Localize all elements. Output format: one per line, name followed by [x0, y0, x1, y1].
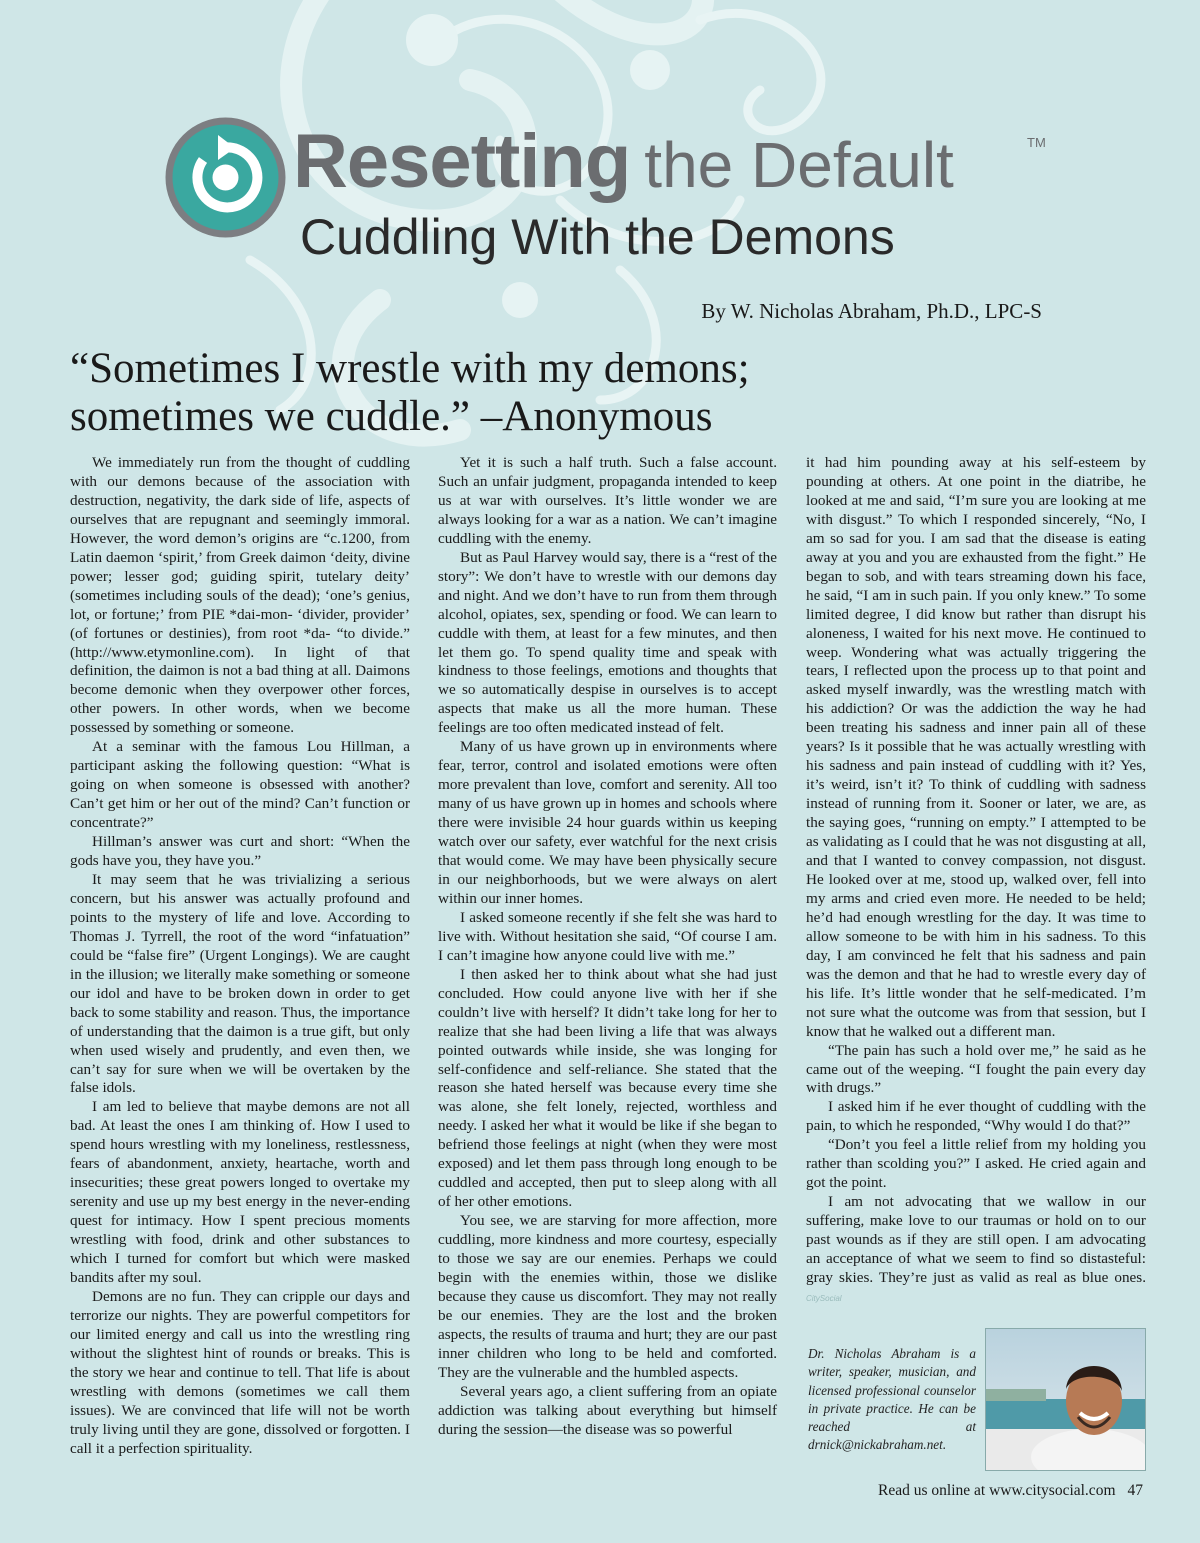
- paragraph: Demons are no fun. They can cripple our days and terrorize our nights. They are powerful competitors for our limited energy and call us into the wrestling ring without the slightest hint of rounds or breaks. This is the story we hear and continue to tell. That life is about wrestling with demons (sometimes we call them issues). We are convinced that life will not be worth truly living until they are gone, dissolved or forgotten. I call it a perfection spirituality.: [70, 1287, 410, 1457]
- brand-title: [293, 118, 954, 204]
- column-3: [806, 454, 1146, 1309]
- reset-logo-icon: [163, 115, 288, 240]
- paragraph: It may seem that he was trivializing a serious concern, but his answer was actually profound and points to the mystery of life and love. According to Thomas J. Tyrrell, the root of the word “infatuation” could be “false fire” (Urgent Longings). We are caught in the illusion; we literally make something or someone our idol and have to be broken down in order to get back to some stability and reason. Thus, the importance of understanding that the daimon is a true gift, but only when used wisely and prudently, and even then, we can’t say for sure when we will be overtaken by the false idols.: [70, 870, 410, 1097]
- paragraph: I asked him if he ever thought of cuddling with the pain, to which he responded, “Why would I do that?”: [806, 1098, 1146, 1135]
- paragraph: I am led to believe that maybe demons are not all bad. At least the ones I am thinking of. How I used to spend hours wrestling with my loneliness, restlessness, fears of abandonment, anxiety, heartache, worth and insecurities; these great powers longed to overtake my serenity and use up my best energy in the never-ending quest for intimacy. How I spent precious moments wrestling with food, drink and other substances to which I turned for comfort but which were masked bandits after my soul.: [70, 1098, 410, 1286]
- page-footer: [878, 1482, 1143, 1500]
- paragraph: At a seminar with the famous Lou Hillman, a participant asking the following question: “What is going on when someone is obsessed with another? Can’t get him or her out of the mind? Can’t function or concentrate?”: [70, 738, 410, 832]
- paragraph: “Don’t you feel a little relief from my holding you rather than scolding you?” I asked. He cried again and got the point.: [806, 1136, 1146, 1192]
- paragraph: Hillman’s answer was curt and short: “When the gods have you, they have you.”: [70, 833, 410, 870]
- column-1: [70, 454, 410, 1459]
- footer-url-text: Read us online at www.citysocial.com: [878, 1482, 1116, 1499]
- pull-quote-line-1: “Sometimes I wrestle with my demons;: [70, 345, 750, 392]
- article-title: Cuddling With the Demons: [300, 209, 895, 265]
- paragraph: it had him pounding away at his self-esteem by pounding at others. At one point in the diatribe, he looked at me and said, “I’m sure you are looking at me with disgust.” To which I responded sincerely, “No, I am so sad for you. I am sad that the disease is eating away at you and you are exhausted from the fight.” He began to sob, and with tears streaming down his face, he said, “I am in such pain. If you only knew.” To some limited degree, I did know but rather than disrupt his aloneness, I waited for his next move. He continued to weep. Wondering what was actually triggering the tears, I reflected upon the process up to that point and asked myself inwardly, was the wrestling match with his addiction? Or was the addiction the way he had been treating his sadness and inner pain all of these years? Is it possible that he was actually wrestling with his sadness and pain instead of cuddling with it? Yes, it’s weird, isn’t it? To think of cuddling with sadness instead of running from it. Sooner or later, we are, as the saying goes, “running on empty.” I attempted to be as validating as I could that he was not disgusting at all, and that I wanted to convey compassion, not disgust. He looked over at me, stood up, walked over, fell into my arms and cried even more. He needed to be held; he’d had enough wrestling for the day. It was time to allow someone to be with him in his sadness. To this day, I am convinced he felt that his sadness and pain was the demon and that he had to wrestle every day of his life. It’s little wonder that he self-medicated. I’m not sure what the outcome was from that session, but I know that he walked out a different man.: [806, 454, 1146, 1040]
- paragraph: Many of us have grown up in environments where fear, terror, control and isolated emotions were often more prevalent than love, comfort and serenity. All too many of us have grown up in homes and schools where there were invisible 24 hour guards within us keeping watch over our safety, ever watchful for the next crisis that would come. We may have been physically secure in our neighborhoods, but we were always on alert within our inner homes.: [438, 738, 777, 907]
- trademark-mark: TM: [1027, 135, 1046, 150]
- paragraph: I asked someone recently if she felt she was hard to live with. Without hesitation she said, “Of course I am. I can’t imagine how anyone could live with me.”: [438, 908, 777, 964]
- paragraph: [806, 1193, 1146, 1309]
- pull-quote-line-2: sometimes we cuddle.” –Anonymous: [70, 393, 713, 440]
- paragraph: “The pain has such a hold over me,” he said as he came out of the weeping. “I fought the pain every day with drugs.”: [806, 1041, 1146, 1097]
- paragraph: Several years ago, a client suffering from an opiate addiction was talking about everything but himself during the session—the disease was so powerful: [438, 1382, 777, 1438]
- paragraph: We immediately run from the thought of cuddling with our demons because of the association with destruction, negativity, the dark side of life, aspects of ourselves that are repugnant and seemingly immoral. However, the word demon’s origins are “c.1200, from Latin daemon ‘spirit,’ from Greek daimon ‘deity, divine power; lesser god; guiding spirit, tutelary deity’ (sometimes including souls of the dead); ‘one’s genius, lot, or fortune;’ from PIE *dai-mon- ‘divider, provider’ (of fortunes or destinies), from root *da- “to divide.” (http://www.etymonline.com). In light of that definition, the daimon is not a bad thing at all. Daimons become demonic when they overpower other forces, other powers. In other words, when we become possessed by something or someone.: [70, 454, 410, 737]
- end-mark-logo: CitySocial: [806, 1293, 842, 1303]
- paragraph: But as Paul Harvey would say, there is a “rest of the story”: We don’t have to wrestle with our demons day and night. And we don’t have to run from them through alcohol, opiates, sex, spending or food. We can learn to cuddle with them, at least for a few minutes, and then let them go. To spend quality time and speak with kindness to those feelings, emotions and thoughts that we so automatically despise in ourselves is to accept aspects that make us all the more human. These feelings are too often medicated instead of felt.: [438, 548, 777, 737]
- column-2: [438, 454, 777, 1440]
- author-bio: Dr. Nicholas Abraham is a writer, speaker, musician, and licensed professional counselor in private practice. He can be reached at drnick@nickabraham.net.: [808, 1346, 976, 1453]
- paragraph: You see, we are starving for more affection, more cuddling, more kindness and more courtesy, especially to those we say are our enemies. Perhaps we could begin with the enemies within, those we dislike because they cause us discomfort. They may not really be our enemies. They are the lost and the broken aspects, the results of trauma and hurt; they are our past inner children who long to be held and comforted. They are the vulnerable and the humbled aspects.: [438, 1212, 777, 1381]
- author-photo: [985, 1328, 1146, 1471]
- pull-quote: [70, 345, 830, 441]
- paragraph: Yet it is such a half truth. Such a false account. Such an unfair judgment, propaganda intended to keep us at war with ourselves. It’s little wonder we are always looking for a war as a nation. We can’t imagine cuddling with the enemy.: [438, 454, 777, 547]
- brand-light: the Default: [644, 129, 954, 201]
- byline: By W. Nicholas Abraham, Ph.D., LPC-S: [701, 299, 1042, 323]
- paragraph-text: I am not advocating that we wallow in our suffering, make love to our traumas or hold on to our past wounds as if they are still open. I am advocating an acceptance of what we seem to find so distasteful: gray skies. They’re just as valid as real as blue ones.: [806, 1193, 1146, 1286]
- brand-strong: Resetting: [293, 119, 631, 204]
- page-number: 47: [1127, 1482, 1143, 1499]
- paragraph: I then asked her to think about what she had just concluded. How could anyone live with her if she couldn’t live with herself? It didn’t take long for her to realize that she had been living a life that was always pointed outwards while inside, she was longing for self-confidence and self-reliance. She stated that the reason she hated herself was because every time she was alone, she felt lonely, rejected, worthless and needy. I asked her what it would be like if she began to befriend those feelings at night (when they were most exposed) and let them pass through long enough to be cuddled and accepted, then put to sleep along with all of her other emotions.: [438, 965, 777, 1211]
